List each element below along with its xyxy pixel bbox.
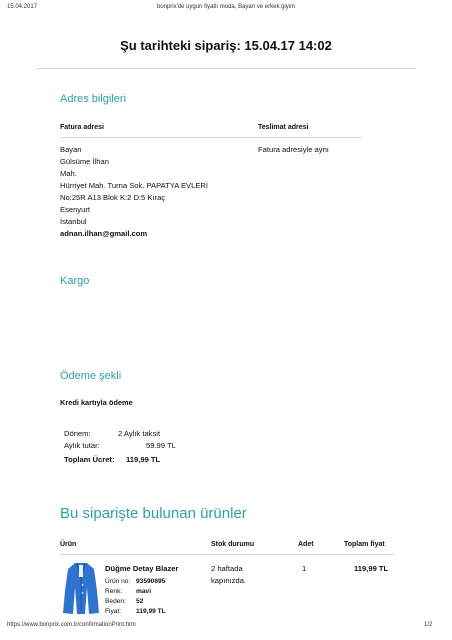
product-image-blazer	[62, 561, 100, 615]
products-header-product: Ürün	[60, 541, 77, 548]
billing-address-lines	[60, 144, 208, 240]
title-divider	[36, 68, 416, 69]
print-page-title: bonprix'de uygun fiyatlı moda, Bayan ve erkek giyim	[156, 4, 296, 10]
products-header-total: Toplam fiyat	[344, 541, 385, 548]
product-name: Düğme Detay Blazer	[105, 564, 179, 573]
products-table-divider	[60, 554, 394, 555]
print-date: 15.04.2017	[7, 4, 38, 10]
billing-line: Hürriyet Mah. Turna Sok. PAPATYA EVLERİ	[60, 181, 208, 190]
product-color-value: mavi	[136, 588, 152, 595]
billing-line: Mah.	[60, 169, 77, 178]
product-total-price: 119,99 TL	[354, 564, 389, 573]
billing-line: Esenyurt	[60, 205, 90, 214]
billing-line: No:25R A13 Blok K:2 D:5 Kıraç	[60, 193, 166, 202]
payment-method: Kredi kartıyla ödeme	[60, 398, 133, 407]
product-size-value: 52	[136, 598, 144, 605]
stock-line: 2 haftada	[211, 564, 243, 573]
billing-line: Gülsüme İlhan	[60, 157, 109, 166]
product-details-values	[136, 577, 166, 617]
product-qty: 1	[302, 564, 307, 573]
order-title: Şu tarihteki sipariş: 15.04.17 14:02	[120, 38, 332, 53]
shipping-address-value: Fatura adresiyle aynı	[258, 145, 329, 154]
product-no-label: Ürün no:	[105, 578, 131, 585]
footer-url: https://www.bonprix.com.tr/confirmationPrint.htm	[7, 622, 136, 628]
payment-monthly-value: 59.99 TL	[146, 441, 176, 450]
shipping-address-header: Teslimat adresi	[258, 124, 309, 131]
billing-line: İstanbul	[60, 217, 87, 226]
product-no-value: 93590695	[136, 578, 166, 585]
billing-line: Bayan	[60, 145, 82, 154]
product-details-labels	[105, 577, 130, 617]
products-section-title: Bu siparişte bulunan ürünler	[60, 505, 247, 522]
product-price-label: Fiyat:	[105, 608, 122, 615]
payment-term-label: Dönem:	[64, 429, 91, 438]
billing-address-header: Fatura adresi	[60, 124, 104, 131]
address-table-divider	[60, 137, 362, 138]
product-price-value: 119,99 TL	[136, 608, 166, 615]
product-stock-status	[211, 563, 246, 587]
product-size-label: Beden:	[105, 598, 126, 605]
billing-email: adnan.ilhan@gmail.com	[60, 229, 148, 238]
cargo-section-title: Kargo	[60, 275, 90, 287]
payment-total-label: Toplam Ücret:	[64, 455, 115, 464]
payment-term-value: 2 Aylık taksit	[118, 429, 161, 438]
address-section-title: Adres bilgileri	[60, 93, 127, 105]
payment-total-value: 119,99 TL	[126, 455, 161, 464]
product-color-label: Renk:	[105, 588, 123, 595]
payment-section-title: Ödeme şekli	[60, 370, 122, 382]
products-header-qty: Adet	[298, 541, 314, 548]
stock-line: kapınızda.	[211, 576, 247, 585]
footer-page-number: 1/2	[424, 622, 433, 628]
products-header-stock: Stok durumu	[211, 541, 255, 548]
payment-monthly-label: Aylık tutar:	[64, 441, 100, 450]
